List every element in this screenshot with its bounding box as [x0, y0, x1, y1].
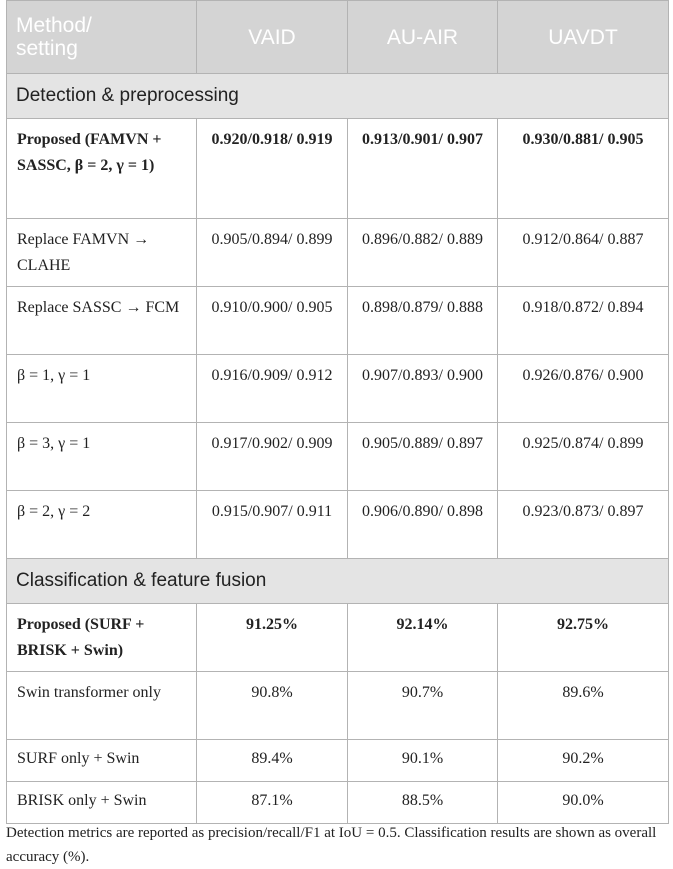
ablation-table	[6, 0, 669, 824]
method-cell: Swin transformer only	[7, 672, 197, 740]
method-cell: β = 3, γ = 1	[7, 423, 197, 491]
value-cell: 0.930/0.881/ 0.905	[498, 119, 669, 219]
value-cell: 0.906/0.890/ 0.898	[348, 491, 498, 559]
value-cell: 0.896/0.882/ 0.889	[348, 219, 498, 287]
section-row	[7, 74, 669, 119]
table-row	[7, 219, 669, 287]
header-au-air: AU-AIR	[348, 1, 498, 74]
value-cell: 89.4%	[197, 740, 348, 782]
value-cell: 90.8%	[197, 672, 348, 740]
table-row	[7, 672, 669, 740]
value-cell: 0.910/0.900/ 0.905	[197, 287, 348, 355]
value-cell: 0.907/0.893/ 0.900	[348, 355, 498, 423]
value-cell: 0.912/0.864/ 0.887	[498, 219, 669, 287]
table-row	[7, 491, 669, 559]
value-cell: 91.25%	[197, 604, 348, 672]
value-cell: 88.5%	[348, 782, 498, 824]
header-vaid: VAID	[197, 1, 348, 74]
value-cell: 92.75%	[498, 604, 669, 672]
value-cell: 89.6%	[498, 672, 669, 740]
value-cell: 90.1%	[348, 740, 498, 782]
value-cell: 0.923/0.873/ 0.897	[498, 491, 669, 559]
method-cell: Proposed (FAMVN + SASSC, β = 2, γ = 1)	[7, 119, 197, 219]
section-row	[7, 559, 669, 604]
table-row	[7, 740, 669, 782]
value-cell: 0.915/0.907/ 0.911	[197, 491, 348, 559]
method-cell: β = 2, γ = 2	[7, 491, 197, 559]
header-row	[7, 1, 669, 74]
method-cell: Replace FAMVN → CLAHE	[7, 219, 197, 287]
method-cell: BRISK only + Swin	[7, 782, 197, 824]
header-method: Method/ setting	[7, 1, 197, 74]
method-cell: Proposed (SURF + BRISK + Swin)	[7, 604, 197, 672]
value-cell: 0.913/0.901/ 0.907	[348, 119, 498, 219]
value-cell: 0.926/0.876/ 0.900	[498, 355, 669, 423]
value-cell: 0.925/0.874/ 0.899	[498, 423, 669, 491]
value-cell: 90.2%	[498, 740, 669, 782]
value-cell: 0.905/0.894/ 0.899	[197, 219, 348, 287]
value-cell: 90.0%	[498, 782, 669, 824]
value-cell: 0.905/0.889/ 0.897	[348, 423, 498, 491]
section-title: Detection & preprocessing	[7, 74, 669, 119]
value-cell: 87.1%	[197, 782, 348, 824]
header-uavdt: UAVDT	[498, 1, 669, 74]
value-cell: 0.920/0.918/ 0.919	[197, 119, 348, 219]
value-cell: 0.898/0.879/ 0.888	[348, 287, 498, 355]
results-table-wrapper	[6, 0, 668, 824]
table-footnote: Detection metrics are reported as precision/recall/F1 at IoU = 0.5. Classification results are shown as overall accuracy (%).	[6, 825, 657, 865]
value-cell: 92.14%	[348, 604, 498, 672]
method-cell: β = 1, γ = 1	[7, 355, 197, 423]
value-cell: 0.918/0.872/ 0.894	[498, 287, 669, 355]
method-cell: Replace SASSC → FCM	[7, 287, 197, 355]
table-row	[7, 423, 669, 491]
value-cell: 90.7%	[348, 672, 498, 740]
value-cell: 0.917/0.902/ 0.909	[197, 423, 348, 491]
value-cell: 0.916/0.909/ 0.912	[197, 355, 348, 423]
table-row	[7, 119, 669, 219]
table-row	[7, 604, 669, 672]
table-row	[7, 287, 669, 355]
method-cell: SURF only + Swin	[7, 740, 197, 782]
table-row	[7, 355, 669, 423]
table-row	[7, 782, 669, 824]
section-title: Classification & feature fusion	[7, 559, 669, 604]
